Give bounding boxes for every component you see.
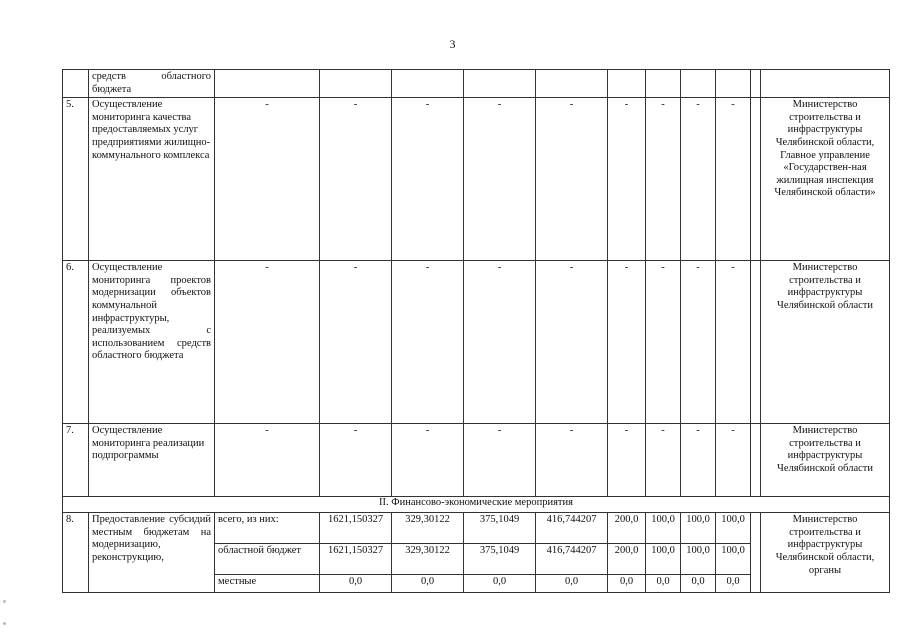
table-row [63, 261, 890, 424]
table-cell [751, 261, 761, 424]
table-cell: - [464, 424, 536, 497]
row-number: 6. [63, 261, 89, 424]
table-cell: 100,0 [646, 513, 681, 544]
table-cell [646, 70, 681, 98]
row-number: 5. [63, 98, 89, 261]
table-cell [681, 70, 716, 98]
table-cell: 200,0 [608, 513, 646, 544]
table-cell: 0,0 [320, 575, 392, 593]
table-cell: 1621,150327 [320, 544, 392, 575]
table-cell: - [536, 424, 608, 497]
scan-mark [3, 622, 6, 625]
section-row [63, 497, 890, 513]
responsible [761, 70, 890, 98]
activity-name: Осуществление мониторинга качества предоставляемых услуг предприятиями жилищно-коммунального комплекса [89, 98, 215, 261]
table-cell: - [464, 261, 536, 424]
table-cell: 329,30122 [392, 544, 464, 575]
funding-source: местные [215, 575, 320, 593]
table-cell: 0,0 [646, 575, 681, 593]
table-cell: 375,1049 [464, 544, 536, 575]
activity-name: средств областного бюджета [89, 70, 215, 98]
row-number: 8. [63, 513, 89, 593]
table-cell: 0,0 [464, 575, 536, 593]
activity-name: Осуществление мониторинга реализации подпрограммы [89, 424, 215, 497]
table-cell [751, 513, 761, 593]
activity-name: Осуществление мониторинга проектов модернизации объектов коммунальной инфраструктуры, реализуемых с использованием средств областного бюджета [89, 261, 215, 424]
row-number [63, 70, 89, 98]
funding-source: областной бюджет [215, 544, 320, 575]
table-cell: - [320, 261, 392, 424]
table-cell: - [392, 424, 464, 497]
table-cell: 416,744207 [536, 513, 608, 544]
table-cell: 100,0 [681, 513, 716, 544]
table-cell: - [681, 98, 716, 261]
table-cell: 1621,150327 [320, 513, 392, 544]
table-cell: 100,0 [646, 544, 681, 575]
table-cell: - [215, 98, 320, 261]
page-number: 3 [449, 37, 456, 51]
table-cell: 375,1049 [464, 513, 536, 544]
table-row [63, 513, 890, 544]
table-row [63, 98, 890, 261]
table-cell [608, 70, 646, 98]
table-cell [751, 424, 761, 497]
table-cell: 0,0 [716, 575, 751, 593]
responsible: Министерство строительства и инфраструктуры Челябинской области, органы [761, 513, 890, 593]
table-cell: 200,0 [608, 544, 646, 575]
table-row [63, 424, 890, 497]
funding-source: всего, из них: [215, 513, 320, 544]
table-cell: - [681, 261, 716, 424]
table-cell: 0,0 [536, 575, 608, 593]
table-cell: 100,0 [716, 544, 751, 575]
table-cell [751, 98, 761, 261]
table-cell: - [392, 98, 464, 261]
table-cell: - [320, 98, 392, 261]
table-cell: - [646, 98, 681, 261]
table-cell: - [646, 261, 681, 424]
table-cell: 329,30122 [392, 513, 464, 544]
table-cell: - [608, 98, 646, 261]
row-number: 7. [63, 424, 89, 497]
table-cell: 100,0 [716, 513, 751, 544]
table-cell [716, 70, 751, 98]
table-cell: 100,0 [681, 544, 716, 575]
table-cell [320, 70, 392, 98]
table-cell: - [215, 424, 320, 497]
responsible: Министерство строительства и инфраструктуры Челябинской области [761, 261, 890, 424]
table-cell: 0,0 [608, 575, 646, 593]
table-cell: - [646, 424, 681, 497]
scan-mark [3, 600, 6, 603]
table-cell: - [215, 261, 320, 424]
table-cell [536, 70, 608, 98]
responsible: Министерство строительства и инфраструктуры Челябинской области, Главное управление «Государствен-ная жилищная инспекция Челябинской области» [761, 98, 890, 261]
table-cell: - [681, 424, 716, 497]
table-cell [215, 70, 320, 98]
responsible: Министерство строительства и инфраструктуры Челябинской области [761, 424, 890, 497]
table-cell: - [320, 424, 392, 497]
section-title: II. Финансово-экономические мероприятия [63, 497, 890, 513]
table-cell [464, 70, 536, 98]
table-cell: - [536, 98, 608, 261]
table-cell: 0,0 [392, 575, 464, 593]
table-cell: - [716, 98, 751, 261]
table-cell [751, 70, 761, 98]
table-cell: - [608, 261, 646, 424]
table-cell: - [716, 261, 751, 424]
table-cell: - [392, 261, 464, 424]
table-cell: 0,0 [681, 575, 716, 593]
activity-name: Предоставление субсидий местным бюджетам на модернизацию, реконструкцию, [89, 513, 215, 593]
table-cell: - [464, 98, 536, 261]
table-cell: - [716, 424, 751, 497]
table-row [63, 70, 890, 98]
table-cell: - [536, 261, 608, 424]
table-cell: 416,744207 [536, 544, 608, 575]
table-cell [392, 70, 464, 98]
table-cell: - [608, 424, 646, 497]
program-table [62, 69, 890, 593]
